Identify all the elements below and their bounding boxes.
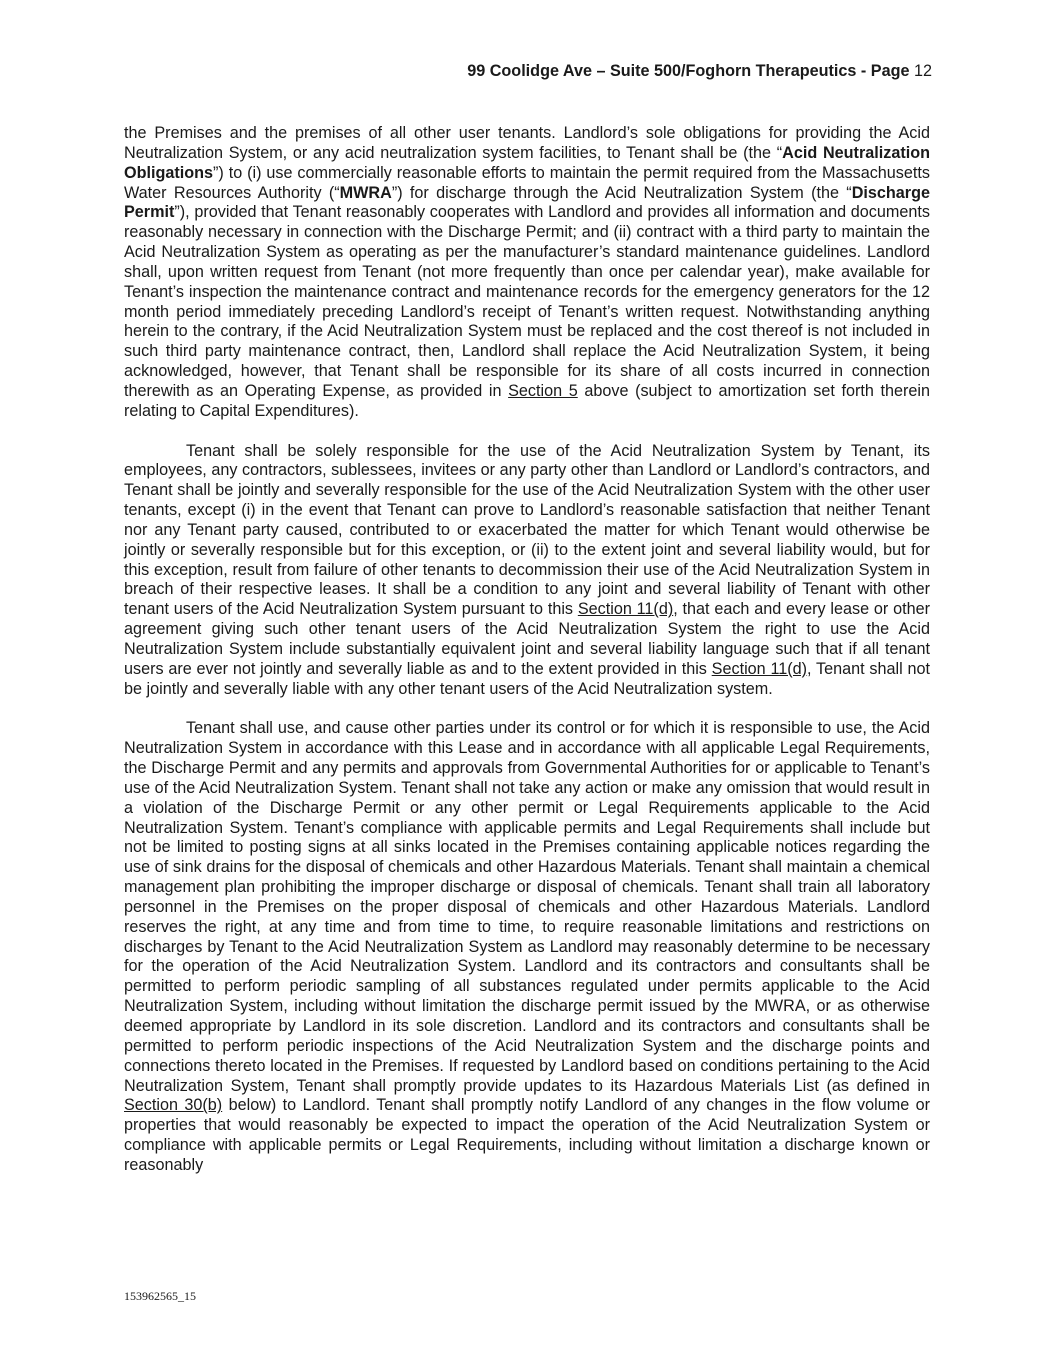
section-reference: Section 11(d)	[577, 600, 674, 619]
section-reference: Section 11(d)	[711, 659, 808, 678]
defined-term: Acid Neutralization Obligations	[124, 143, 930, 182]
defined-term: MWRA	[339, 183, 392, 202]
section-reference: Section 30(b)	[124, 1096, 223, 1115]
section-reference: Section 5	[508, 381, 578, 400]
defined-term: Discharge Permit	[124, 183, 930, 222]
document-id-footer: 153962565_15	[124, 1289, 196, 1303]
paragraph-3: Tenant shall use, and cause other parties under its control or for which it is responsible to use, the Acid Neutralization System in accordance with this Lease and in accordance with all applicable Legal Requirements, the Discharge Permit and any permits and approvals from Governmental Authorities for or applicable to Tenant’s use of the Acid Neutralization System. Tenant shall not take any action or make any omission that would result in a violation of the Discharge Permit or any other permit or Legal Requirements applicable to the Acid Neutralization System. Tenant’s compliance with applicable permits and Legal Requirements shall include but not be limited to posting signs at all sinks located in the Premises containing applicable notices regarding the use of sink drains for the disposal of chemicals and other Hazardous Materials. Tenant shall maintain a chemical management plan prohibiting the improper discharge or disposal of chemicals. Tenant shall train all laboratory personnel in the Premises on the proper disposal of chemicals and other Hazardous Materials. Landlord reserves the right, at any time and from time to time, to require reasonable limitations and restrictions on discharges by Tenant to the Acid Neutralization System as Landlord may reasonably determine to be necessary for the operation of the Acid Neutralization System. Landlord and its contractors and consultants shall be permitted to perform periodic sampling of all substances regulated under permits applicable to the Acid Neutralization System, including without limitation the discharge permit issued by the MWRA, or as otherwise deemed appropriate by Landlord in its sole discretion. Landlord and its contractors and consultants shall be permitted to perform periodic inspections of the Acid Neutralization System and the discharge points and connections thereto located in the Premises. If requested by Landlord based on conditions pertaining to the Acid Neutralization System, Tenant shall promptly provide updates to its Hazardous Materials List (as defined in Section 30(b) below) to Landlord. Tenant shall promptly notify Landlord of any changes in the flow volume or properties that would reasonably be expected to impact the operation of the Acid Neutralization System or compliance with applicable permits or Legal Requirements, including without limitation a discharge known or reasonably	[124, 719, 930, 1174]
paragraph-1: the Premises and the premises of all other user tenants. Landlord’s sole obligations for providing the Acid Neutralization System, or any acid neutralization system facilities, to Tenant shall be (the “Acid Neutralization Obligations”) to (i) use commercially reasonable efforts to maintain the permit required from the Massachusetts Water Resources Authority (“MWRA”) for discharge through the Acid Neutralization System (the “Discharge Permit”), provided that Tenant reasonably cooperates with Landlord and provides all information and documents reasonably necessary in connection with the Discharge Permit; and (ii) contract with a third party to maintain the Acid Neutralization System as operating as per the manufacturer’s standard maintenance guidelines. Landlord shall, upon written request from Tenant (not more frequently than once per calendar year), make available for Tenant’s inspection the maintenance contract and maintenance records for the emergency generators for the 12 month period immediately preceding Landlord’s receipt of Tenant’s written request. Notwithstanding anything herein to the contrary, if the Acid Neutralization System must be replaced and the cost thereof is not included in such third party maintenance contract, then, Landlord shall replace the Acid Neutralization System, it being acknowledged, however, that Tenant shall be responsible for its share of all costs incurred in connection therewith as an Operating Expense, as provided in Section 5 above (subject to amortization set forth therein relating to Capital Expenditures).	[124, 124, 930, 420]
page-number: 12	[913, 62, 932, 80]
document-body	[124, 124, 930, 1176]
header-title: 99 Coolidge Ave – Suite 500/Foghorn Therapeutics - Page	[467, 62, 910, 80]
page-header	[467, 62, 932, 81]
paragraph-2: Tenant shall be solely responsible for the use of the Acid Neutralization System by Tenant, its employees, any contractors, sublessees, invitees or any party other than Landlord or Landlord’s contractors, and Tenant shall be jointly and severally responsible for the use of the Acid Neutralization System with the other user tenants, except (i) in the event that Tenant can prove to Landlord’s reasonable satisfaction that neither Tenant nor any Tenant party caused, contributed to or exacerbated the matter for which Tenant would otherwise be jointly or severally responsible but for this exception, or (ii) to the extent joint and several liability would, but for this exception, result from failure of other tenants to decommission their use of the Acid Neutralization System in breach of their respective leases. It shall be a condition to any joint and several liability of Tenant with other tenant users of the Acid Neutralization System pursuant to this Section 11(d), that each and every lease or other agreement giving such other tenant users of the Acid Neutralization System the right to use the Acid Neutralization System include substantially equivalent joint and several liability language such that if all tenant users are ever not jointly and severally liable as and to the extent provided in this Section 11(d), Tenant shall not be jointly and severally liable with any other tenant users of the Acid Neutralization system.	[124, 441, 931, 698]
